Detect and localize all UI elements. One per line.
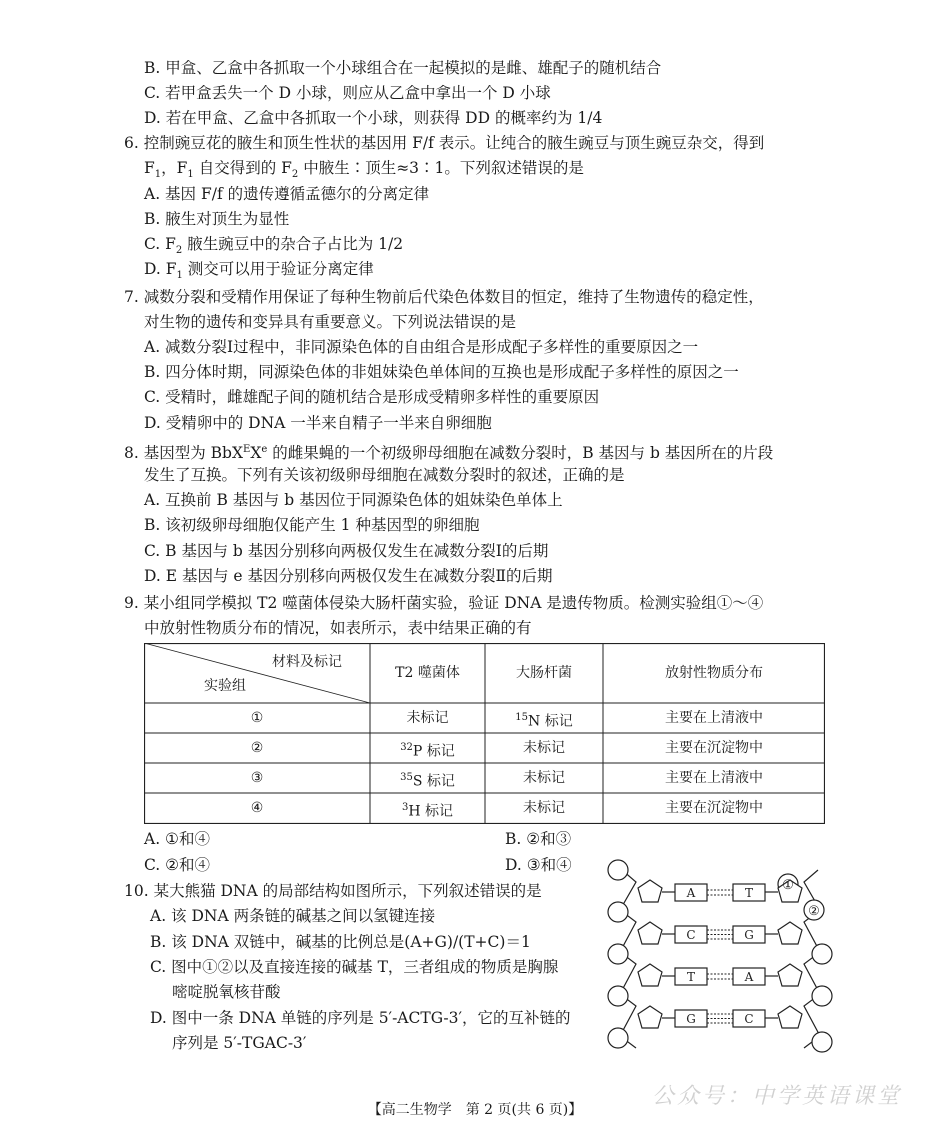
table-corner-bottom: 实验组	[204, 678, 246, 694]
watermark: 公众号：中学英语课堂	[652, 1084, 903, 1109]
figure-label-2: ②	[808, 904, 820, 919]
q7-stem-line2: 对生物的遗传和变异具有重要意义。下列说法错误的是	[144, 313, 517, 331]
base-left-3: T	[686, 970, 696, 984]
base-right-1: T	[744, 886, 754, 900]
q8-option-b: B. 该初级卵母细胞仅能产生 1 种基因型的卵细胞	[144, 516, 480, 534]
dna-structure-figure	[600, 850, 840, 1060]
q10-option-d-line2: 序列是 5′-TGAC-3′	[172, 1034, 307, 1052]
table-row3-result: 主要在上清液中	[665, 770, 763, 786]
right-deoxyribose-sugars	[778, 880, 802, 1028]
q6-option-a: A. 基因 F/f 的遗传遵循孟德尔的分离定律	[144, 185, 430, 203]
figure-label-1: ①	[782, 878, 794, 893]
q8-option-a: A. 互换前 B 基因与 b 基因位于同源染色体的姐妹染色单体上	[144, 491, 563, 509]
left-deoxyribose-sugars	[638, 880, 662, 1028]
table-row2-group: ②	[250, 740, 264, 756]
q9-stem-line1: 9. 某小组同学模拟 T2 噬菌体侵染大肠杆菌实验，验证 DNA 是遗传物质。检测实验组①～④	[124, 594, 764, 612]
table-row4-result: 主要在沉淀物中	[665, 800, 763, 816]
q9-option-c: C. ②和④	[144, 856, 211, 874]
page-footer: 【高二生物学 第 2 页(共 6 页)】	[367, 1102, 583, 1118]
table-row1-group: ①	[250, 710, 264, 726]
table-header-phage: T2 噬菌体	[395, 665, 460, 681]
q10-option-c-line2: 嘧啶脱氧核苷酸	[172, 983, 281, 1001]
table-row2-phage: $^{32}$P 标记	[400, 742, 455, 760]
q8-stem-line2: 发生了互换。下列有关该初级卵母细胞在减数分裂时的叙述，正确的是	[144, 466, 625, 484]
q9-table	[144, 643, 825, 824]
left-phosphate-groups	[608, 860, 628, 1048]
q7-option-d: D. 受精卵中的 DNA 一半来自精子一半来自卵细胞	[144, 414, 492, 432]
q5-option-c: C. 若甲盒丢失一个 D 小球，则应从乙盒中拿出一个 D 小球	[144, 84, 551, 102]
hydrogen-bonds	[707, 890, 733, 1023]
q9-option-d: D. ③和④	[505, 856, 572, 874]
base-right-4: C	[744, 1012, 754, 1026]
q8-option-d: D. E 基因与 e 基因分别移向两极仅发生在减数分裂Ⅱ的后期	[144, 567, 553, 585]
q5-option-b: B. 甲盒、乙盒中各抓取一个小球组合在一起模拟的是雌、雄配子的随机结合	[144, 59, 662, 77]
q9-option-b: B. ②和③	[505, 830, 572, 848]
q10-option-a: A. 该 DNA 两条链的碱基之间以氢键连接	[150, 907, 436, 925]
q7-option-c: C. 受精时，雌雄配子间的随机结合是形成受精卵多样性的重要原因	[144, 388, 600, 406]
table-row3-ecoli: 未标记	[523, 770, 565, 786]
base-left-4: G	[686, 1012, 696, 1026]
q8-option-c: C. B 基因与 b 基因分别移向两极仅发生在减数分裂Ⅰ的后期	[144, 542, 549, 560]
q10-option-d-line1: D. 图中一条 DNA 单链的序列是 5′-ACTG-3′，它的互补链的	[150, 1009, 571, 1027]
table-corner-top: 材料及标记	[272, 654, 342, 670]
q10-option-b: B. 该 DNA 双链中，碱基的比例总是(A+G)/(T+C)＝1	[150, 933, 531, 951]
table-row4-ecoli: 未标记	[523, 800, 565, 816]
table-row4-phage: $^3$H 标记	[401, 802, 454, 820]
table-row2-result: 主要在沉淀物中	[665, 740, 763, 756]
table-row1-result: 主要在上清液中	[665, 710, 763, 726]
base-right-3: A	[744, 970, 754, 984]
base-left-2: C	[686, 928, 696, 942]
q7-stem-line1: 7. 减数分裂和受精作用保证了每种生物前后代染色体数目的恒定，维持了生物遗传的稳定性，	[124, 288, 764, 306]
table-row2-ecoli: 未标记	[523, 740, 565, 756]
q6-stem-line2: $F_1$，$F_1$ 自交得到的 $F_2$ 中腋生∶顶生≈3∶1。下列叙述错误的是	[144, 159, 584, 181]
q6-stem-line1: 6. 控制豌豆花的腋生和顶生性状的基因用 F/f 表示。让纯合的腋生豌豆与顶生豌豆杂交，得到	[124, 134, 765, 152]
q9-stem-line2: 中放射性物质分布的情况，如表所示，表中结果正确的有	[144, 619, 532, 637]
table-header-result: 放射性物质分布	[665, 665, 763, 681]
q9-option-a: A. ①和④	[144, 830, 210, 848]
base-left-1: A	[686, 886, 696, 900]
q7-option-b: B. 四分体时期，同源染色体的非姐妹染色单体间的互换也是形成配子多样性的原因之一	[144, 363, 739, 381]
q8-stem-line1: 8. 基因型为 BbX$^E$Xe 的雌果蝇的一个初级卵母细胞在减数分裂时，B 基因与 b 基因所在的片段	[124, 444, 774, 463]
table-row1-ecoli: $^{15}$N 标记	[515, 712, 573, 730]
q6-option-b: B. 腋生对顶生为显性	[144, 210, 290, 228]
q6-option-d: D. $F_1$ 测交可以用于验证分离定律	[144, 260, 374, 282]
q6-option-c: C. $F_2$ 腋生豌豆中的杂合子占比为 1/2	[144, 235, 404, 257]
table-row4-group: ④	[250, 800, 264, 816]
q7-option-a: A. 减数分裂Ⅰ过程中，非同源染色体的自由组合是形成配子多样性的重要原因之一	[144, 338, 699, 356]
table-row3-phage: $^{35}$S 标记	[400, 772, 455, 790]
q10-option-c-line1: C. 图中①②以及直接连接的碱基 T，三者组成的物质是胸腺	[150, 958, 559, 976]
base-right-2: G	[744, 928, 754, 942]
q5-option-d: D. 若在甲盒、乙盒中各抓取一个小球，则获得 DD 的概率约为 1/4	[144, 109, 603, 127]
table-row3-group: ③	[250, 770, 264, 786]
q10-stem: 10. 某大熊猫 DNA 的局部结构如图所示，下列叙述错误的是	[124, 882, 542, 900]
table-header-ecoli: 大肠杆菌	[516, 665, 572, 681]
table-row1-phage: 未标记	[406, 710, 449, 726]
